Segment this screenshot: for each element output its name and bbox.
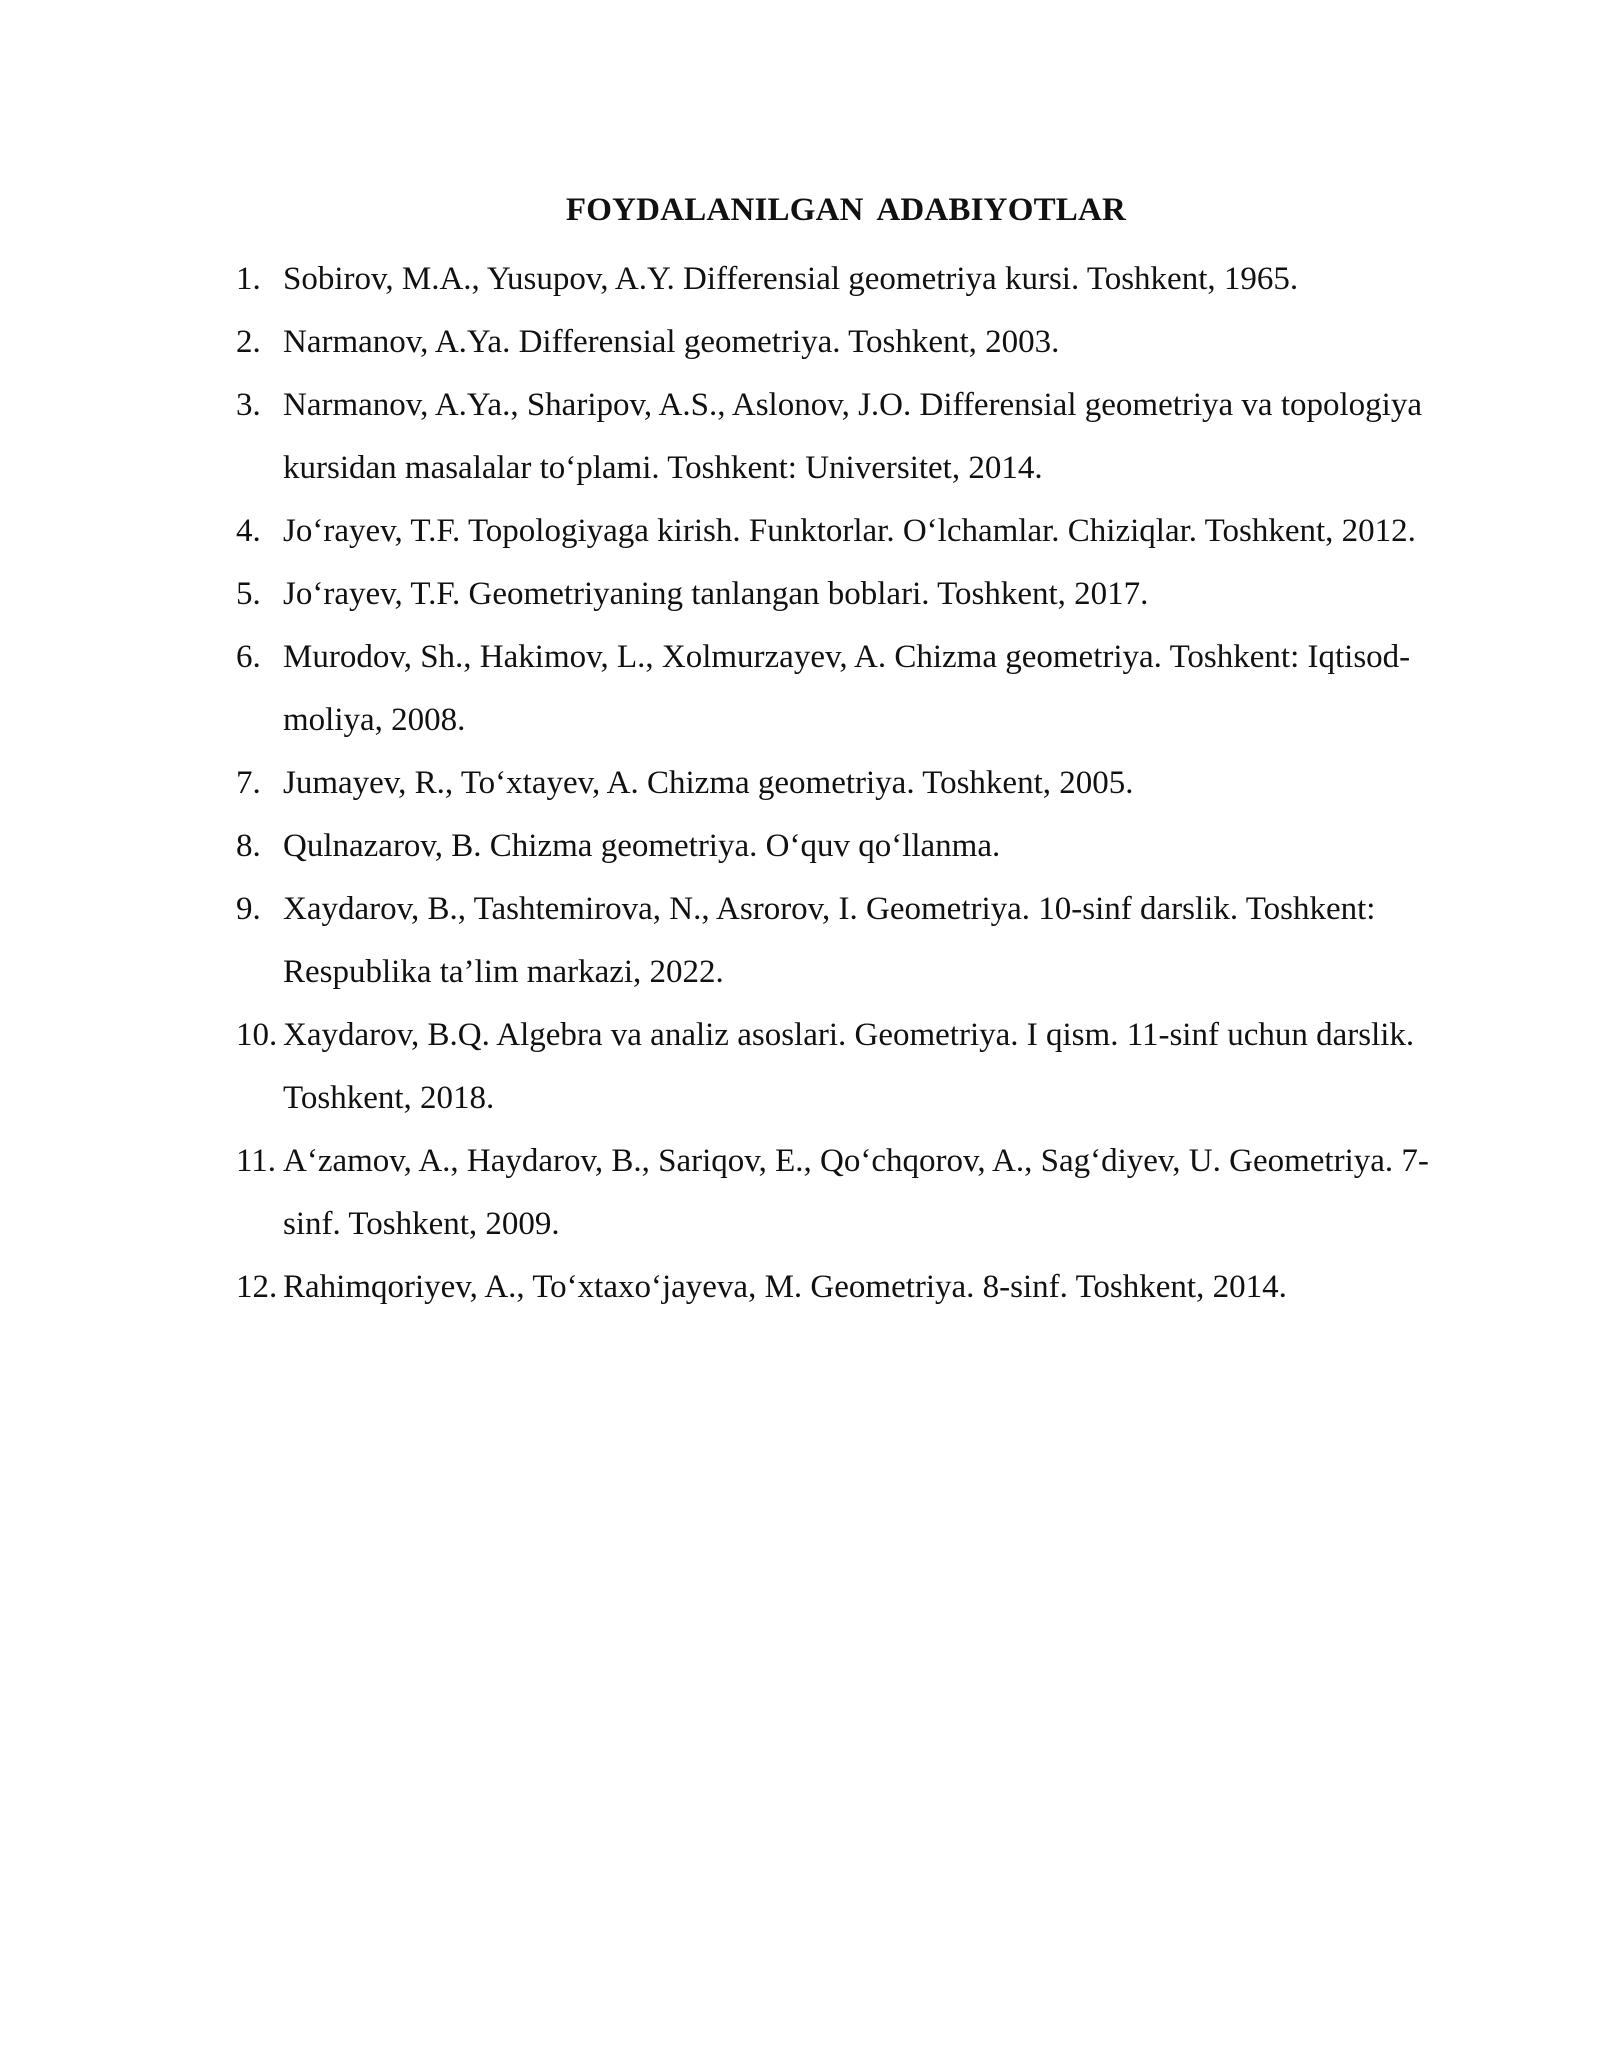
reference-text: Narmanov, A.Ya., Sharipov, A.S., Aslonov, J.O. Differensial geometriya va topologiya kursidan masalalar to‘plami. Toshkent: Universitet, 2014. [283,387,1422,486]
reference-item [236,815,1466,878]
reference-number: 11. [236,1143,277,1179]
reference-text: Murodov, Sh., Hakimov, L., Xolmurzayev, A. Chizma geometriya. Toshkent: Iqtisod-moliya, 2008. [283,639,1411,738]
reference-item [236,1130,1466,1256]
reference-item [236,248,1466,311]
reference-number: 9. [236,891,261,927]
reference-number: 7. [236,765,261,801]
reference-text: Xaydarov, B., Tashtemirova, N., Asrorov, I. Geometriya. 10-sinf darslik. Toshkent: Respublika ta’lim markazi, 2022. [283,891,1376,990]
reference-text: Qulnazarov, B. Chizma geometriya. O‘quv qo‘llanma. [283,828,1001,864]
page-title: FOYDALANILGAN ADABIYOTLAR [565,192,1127,228]
reference-item [236,563,1466,626]
reference-text: Jumayev, R., To‘xtayev, A. Chizma geometriya. Toshkent, 2005. [283,765,1134,801]
reference-number: 5. [236,576,261,612]
reference-item [236,1004,1466,1130]
reference-text: Jo‘rayev, T.F. Topologiyaga kirish. Funktorlar. O‘lchamlar. Chiziqlar. Toshkent, 2012. [283,513,1416,549]
reference-number: 2. [236,324,261,360]
reference-item [236,311,1466,374]
reference-item [236,752,1466,815]
reference-number: 6. [236,639,261,675]
reference-number: 10. [236,1017,278,1053]
reference-text: Narmanov, A.Ya. Differensial geometriya. Toshkent, 2003. [283,324,1060,360]
reference-item [236,500,1466,563]
reference-number: 12. [236,1269,278,1305]
reference-text: Rahimqoriyev, A., To‘xtaxo‘jayeva, M. Geometriya. 8-sinf. Toshkent, 2014. [283,1269,1287,1305]
reference-item [236,374,1466,500]
reference-text: Xaydarov, B.Q. Algebra va analiz asoslari. Geometriya. I qism. 11-sinf uchun darslik. Toshkent, 2018. [283,1017,1415,1116]
reference-text: Sobirov, M.A., Yusupov, A.Y. Differensial geometriya kursi. Toshkent, 1965. [283,261,1299,297]
reference-text: Jo‘rayev, T.F. Geometriyaning tanlangan boblari. Toshkent, 2017. [283,576,1149,612]
reference-list [236,248,1466,1319]
reference-number: 8. [236,828,261,864]
reference-item [236,878,1466,1004]
reference-number: 4. [236,513,261,549]
reference-number: 1. [236,261,261,297]
reference-item [236,1256,1466,1319]
reference-item [236,626,1466,752]
reference-text: A‘zamov, A., Haydarov, B., Sariqov, E., Qo‘chqorov, A., Sag‘diyev, U. Geometriya. 7-sinf. Toshkent, 2009. [283,1143,1429,1242]
reference-number: 3. [236,387,261,423]
